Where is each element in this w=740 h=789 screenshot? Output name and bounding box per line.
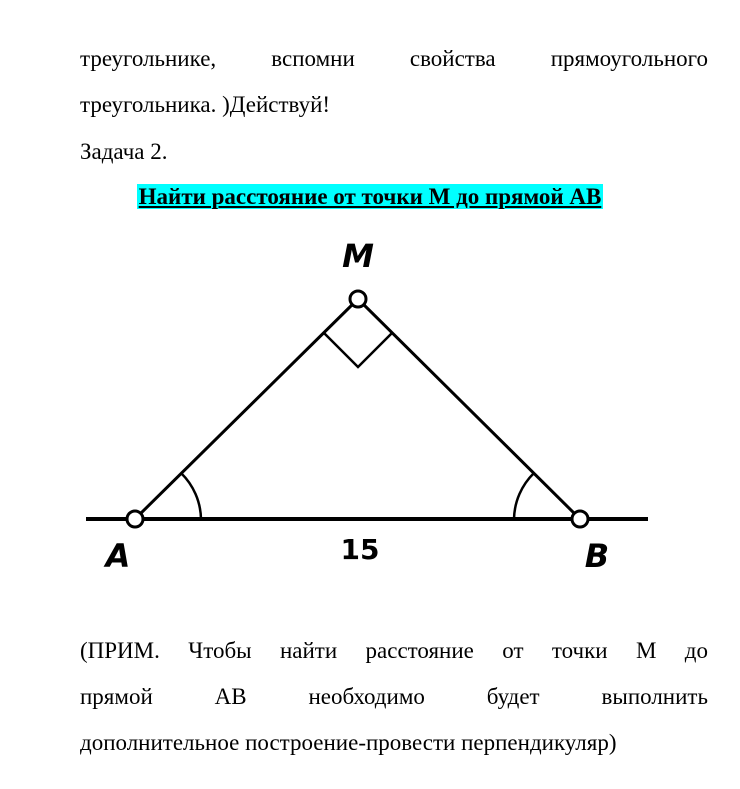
note-word: до	[684, 638, 708, 663]
note-word: АВ	[214, 684, 247, 709]
angle-arc-a	[181, 473, 201, 519]
intro-line-2: треугольника. )Действуй!	[80, 92, 331, 117]
point-a-marker	[127, 511, 143, 527]
note-word: выполнить	[601, 684, 708, 709]
point-b-marker	[572, 511, 588, 527]
right-angle-marker	[324, 333, 392, 367]
note-word: расстояние	[365, 638, 474, 663]
note-line-3: дополнительное построение-провести перпендикуляр)	[80, 730, 617, 755]
point-b-label: B	[584, 537, 610, 575]
note-line-2	[80, 682, 708, 712]
task-label: Задача 2.	[80, 139, 168, 164]
side-mb	[358, 299, 580, 519]
intro-word: вспомни	[271, 46, 355, 71]
note-line-1	[80, 636, 708, 666]
note-word: необходимо	[308, 684, 425, 709]
side-length-label: 15	[340, 533, 380, 566]
point-m-label: M	[342, 237, 374, 275]
note-word: точки	[551, 638, 608, 663]
task-title	[0, 182, 740, 212]
note-word: от	[502, 638, 524, 663]
note-word: (ПРИМ.	[80, 638, 160, 663]
intro-word: прямоугольного	[550, 46, 708, 71]
note-word: найти	[279, 638, 338, 663]
intro-word: треугольнике,	[80, 46, 217, 71]
note-word: прямой	[80, 684, 153, 709]
task-title-text: Найти расстояние от точки М до прямой АВ	[138, 184, 602, 209]
intro-line-1	[80, 44, 708, 74]
point-m-marker	[350, 291, 366, 307]
note-word: будет	[486, 684, 540, 709]
intro-word: свойства	[409, 46, 496, 71]
side-am	[135, 299, 358, 519]
point-a-label: A	[105, 537, 131, 575]
triangle-figure	[0, 225, 740, 585]
note-word: М	[635, 638, 657, 663]
angle-arc-b	[514, 473, 534, 519]
note-word: Чтобы	[188, 638, 252, 663]
